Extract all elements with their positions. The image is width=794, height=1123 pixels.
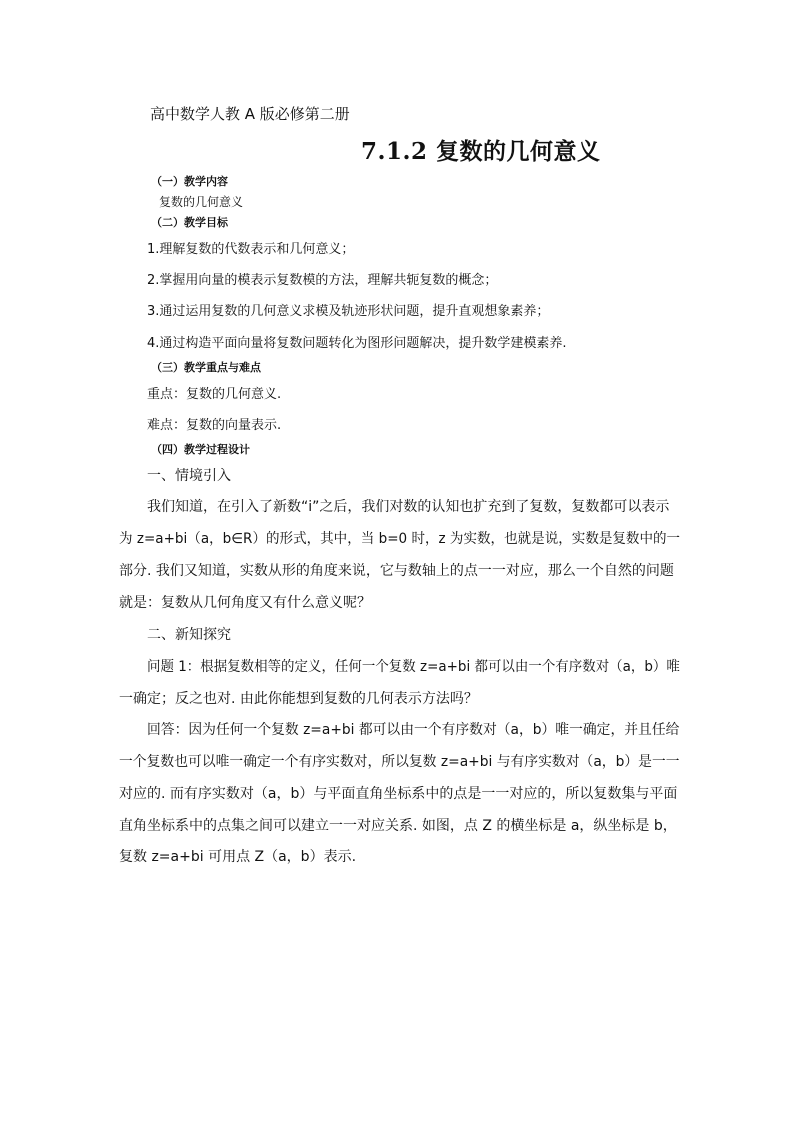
- section-content-text: 复数的几何意义: [159, 195, 244, 209]
- page-title: 7.1.2 复数的几何意义: [361, 138, 601, 165]
- section-heading-content: （一）教学内容: [151, 175, 228, 188]
- part-title-intro: 一、情境引入: [147, 468, 231, 484]
- section-heading-goals: （二）教学目标: [151, 216, 228, 229]
- paragraph-line: 就是：复数从几何角度又有什么意义呢？: [119, 595, 371, 611]
- answer-line: 回答：因为任何一个复数 z=a+bi 都可以由一个有序数对（a，b）唯一确定，并且任给: [147, 722, 680, 738]
- answer-line: 复数 z=a+bi 可用点 Z（a，b）表示.: [119, 849, 357, 865]
- answer-line: 一个复数也可以唯一确定一个有序实数对，所以复数 z=a+bi 与有序实数对（a，b）是一一: [119, 754, 680, 770]
- key-point-text: 重点：复数的几何意义.: [147, 387, 282, 402]
- goal-item: 2.掌握用向量的模表示复数模的方法，理解共轭复数的概念；: [147, 273, 498, 288]
- question-line: 一确定；反之也对. 由此你能想到复数的几何表示方法吗？: [119, 691, 478, 707]
- goal-item: 4.通过构造平面向量将复数问题转化为图形问题解决，提升数学建模素养.: [147, 336, 567, 351]
- book-subtitle: 高中数学人教 A 版必修第二册: [150, 105, 350, 123]
- difficulty-text: 难点：复数的向量表示.: [147, 418, 282, 433]
- section-heading-process: （四）教学过程设计: [151, 443, 250, 456]
- question-line: 问题 1：根据复数相等的定义，任何一个复数 z=a+bi 都可以由一个有序数对（a，b）唯: [147, 659, 680, 675]
- paragraph-line: 我们知道，在引入了新数“i”之后，我们对数的认知也扩充到了复数，复数都可以表示: [147, 499, 670, 515]
- paragraph-line: 为 z=a+bi（a，b∈R）的形式，其中，当 b=0 时，z 为实数，也就是说，实数是复数中的一: [119, 531, 681, 547]
- section-heading-key-points: （三）教学重点与难点: [151, 361, 261, 374]
- goal-item: 3.通过运用复数的几何意义求模及轨迹形状问题，提升直观想象素养；: [147, 304, 550, 319]
- answer-line: 对应的. 而有序实数对（a，b）与平面直角坐标系中的点是一一对应的，所以复数集与平面: [119, 786, 678, 802]
- paragraph-line: 部分. 我们又知道，实数从形的角度来说，它与数轴上的点一一对应，那么一个自然的问题: [119, 563, 674, 579]
- goal-item: 1.理解复数的代数表示和几何意义；: [147, 242, 355, 257]
- part-title-explore: 二、新知探究: [147, 627, 231, 643]
- answer-line: 直角坐标系中的点集之间可以建立一一对应关系. 如图，点 Z 的横坐标是 a，纵坐标是 b，: [119, 818, 677, 834]
